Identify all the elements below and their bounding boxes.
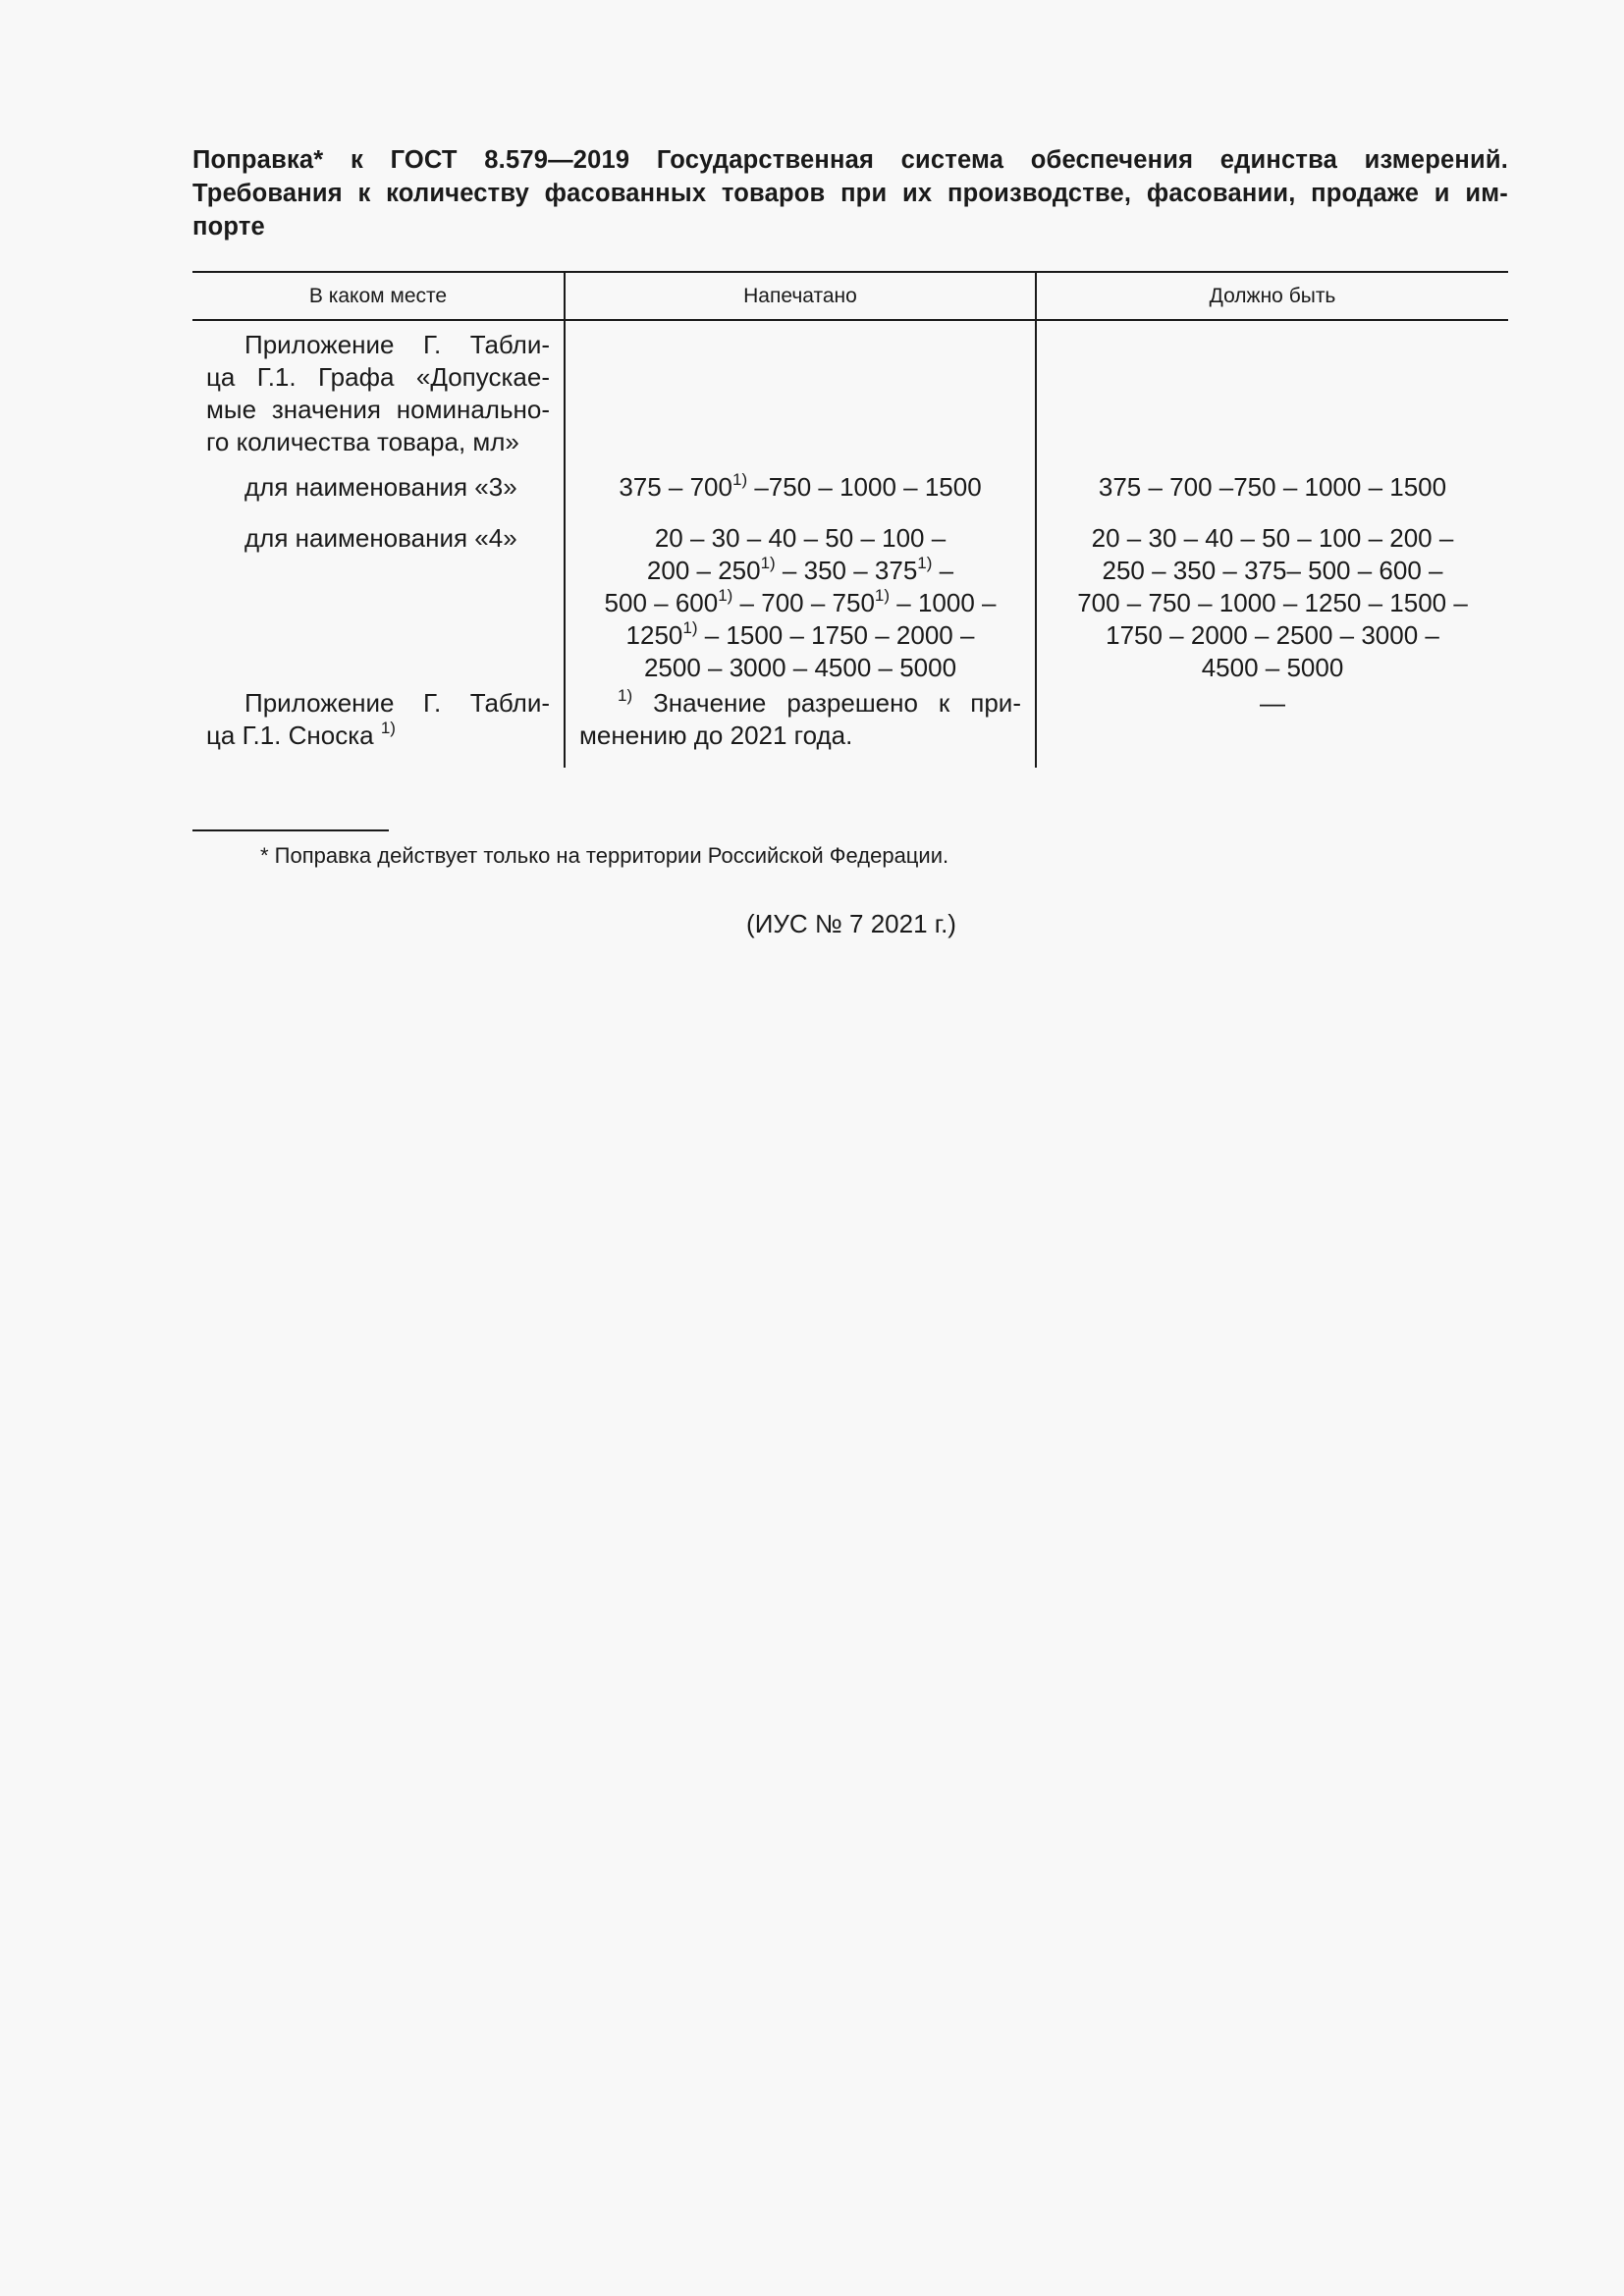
page-footnote: * Поправка действует только на территории Российской Федерации. (260, 843, 949, 868)
item-3-label: для наименования «3» (244, 472, 517, 502)
footnote-marker: 1) (682, 618, 698, 637)
correct-text: 375 – 700 –750 – 1000 – 1500 (1098, 472, 1447, 502)
location-cell (192, 522, 565, 687)
correct-line: 1750 – 2000 – 2500 – 3000 – (1106, 620, 1439, 650)
printed-cell (565, 687, 1036, 768)
footnote-marker: 1) (380, 719, 396, 737)
location-cell (192, 320, 565, 471)
footnote-marker: 1) (874, 586, 891, 605)
correct-cell (1036, 687, 1508, 768)
document-title (192, 143, 1508, 243)
location-line: мые значения номинально- (206, 395, 550, 424)
header-printed: Напечатано (565, 272, 1036, 320)
amendment-table (192, 271, 1508, 768)
printed-line: 20 – 30 – 40 – 50 – 100 – (654, 523, 947, 553)
location-cell (192, 687, 565, 768)
correct-cell (1036, 522, 1508, 687)
printed-line: 200 – 250$^{1)}$ – 350 – 375$^{1)}$ – (646, 554, 954, 585)
printed-text: –750 – 1000 – 1500 (747, 472, 982, 502)
item-4-label: для наименования «4» (244, 523, 517, 553)
header-correct: Должно быть (1036, 272, 1508, 320)
location-line: ца Г.1. Графа «Допускае- (206, 362, 550, 392)
correct-line: 4500 – 5000 (1201, 653, 1344, 682)
printed-line: 2500 – 3000 – 4500 – 5000 (643, 653, 957, 682)
correct-cell (1036, 320, 1508, 471)
correct-line: 250 – 350 – 375– 500 – 600 – (1102, 556, 1443, 585)
ius-reference: (ИУС № 7 2021 г.) (746, 909, 956, 938)
correct-text: — (1260, 688, 1285, 718)
location-line: го количества товара, мл» (206, 427, 519, 456)
printed-text: 375 – 700 (619, 472, 732, 502)
footnote-marker: 1) (731, 470, 748, 489)
printed-cell (565, 471, 1036, 522)
location-line: Приложение Г. Табли- (244, 688, 550, 718)
footnote-marker: 1) (917, 554, 933, 572)
correct-line: 20 – 30 – 40 – 50 – 100 – 200 – (1091, 523, 1454, 553)
location-line: Приложение Г. Табли- (244, 330, 550, 359)
footnote-marker: 1) (760, 554, 776, 572)
location-line: ца Г.1. Сноска $^{1)}$ (206, 719, 396, 750)
title-line-1: Поправка* к ГОСТ 8.579—2019 Государственная система обеспечения единства измерений. (192, 146, 1508, 174)
table-row (192, 320, 1508, 471)
table-row (192, 522, 1508, 687)
location-cell (192, 471, 565, 522)
footnote-marker: 1) (618, 686, 633, 705)
printed-line: 500 – 600$^{1)}$ – 700 – 750$^{1)}$ – 1000 – (604, 586, 997, 617)
footnote-separator (192, 829, 389, 831)
printed-line: 1250$^{1)}$ – 1500 – 1750 – 2000 – (625, 618, 975, 650)
table-row (192, 471, 1508, 522)
printed-cell (565, 320, 1036, 471)
table-row (192, 687, 1508, 768)
footnote-marker: 1) (718, 586, 733, 605)
correct-line: 700 – 750 – 1000 – 1250 – 1500 – (1077, 588, 1468, 617)
title-line-2: Требования к количеству фасованных товаров при их производстве, фасовании, продаже и им- (192, 180, 1508, 207)
correct-cell (1036, 471, 1508, 522)
title-line-3: порте (192, 213, 265, 240)
table-header-row (192, 272, 1508, 320)
printed-cell (565, 522, 1036, 687)
header-location: В каком месте (192, 272, 565, 320)
printed-line: менению до 2021 года. (579, 721, 853, 750)
printed-line: $^{1)}$ Значение разрешено к при- (618, 686, 1021, 718)
